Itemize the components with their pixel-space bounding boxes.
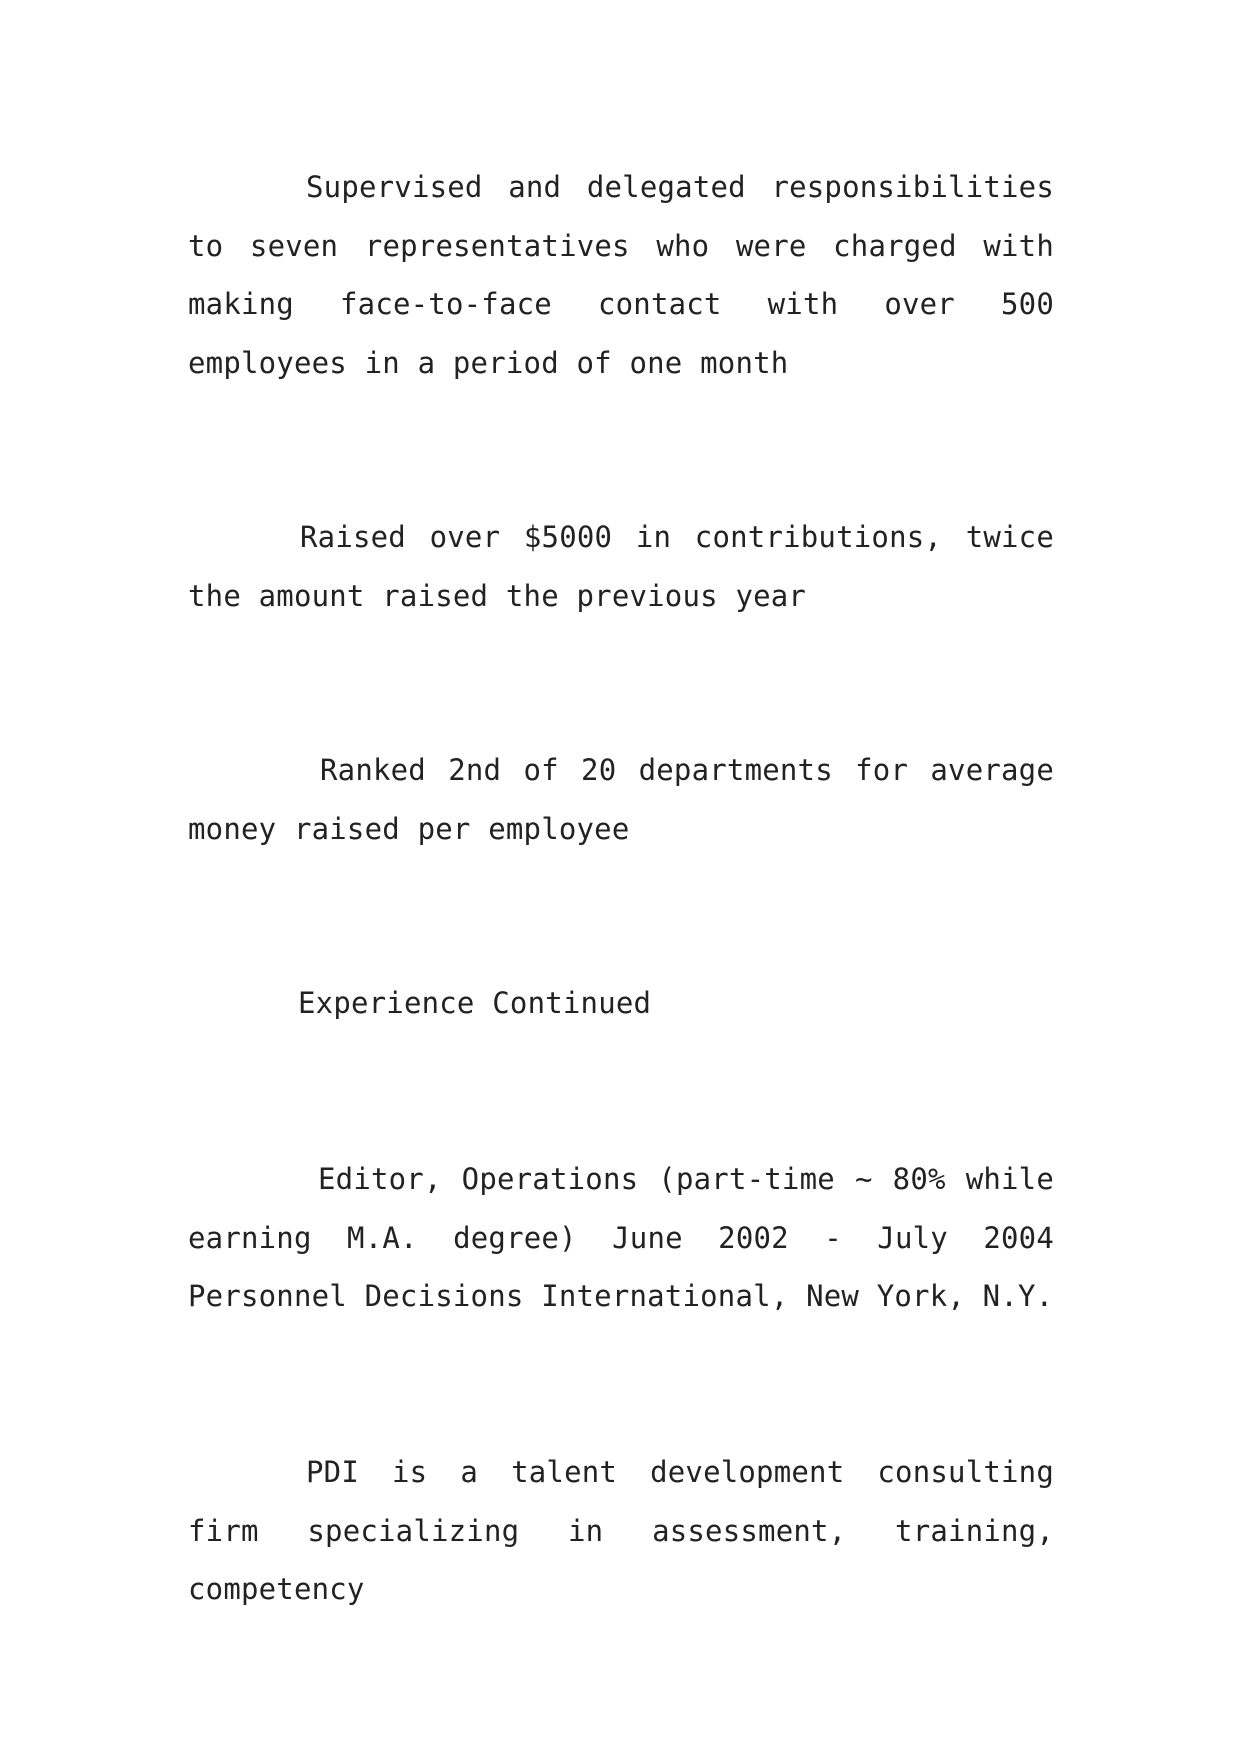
paragraph-supervised: Supervised and delegated responsibilities to seven representatives who were charged with making face-to-face contact with over 500 employees in a period of one month	[188, 170, 1054, 380]
paragraph-pdi-description: PDI is a talent development consulting firm specializing in assessment, training, competency	[188, 1455, 1054, 1606]
paragraph-raised: Raised over $5000 in contributions, twice the amount raised the previous year	[188, 520, 1054, 613]
paragraph-editor-operations: Editor, Operations (part-time ~ 80% while earning M.A. degree) June 2002 - July 2004 Personnel Decisions International, New York, N.Y.	[188, 1162, 1054, 1313]
section-heading-experience-continued: Experience Continued	[298, 986, 652, 1020]
paragraph-ranked: Ranked 2nd of 20 departments for average money raised per employee	[188, 753, 1054, 846]
